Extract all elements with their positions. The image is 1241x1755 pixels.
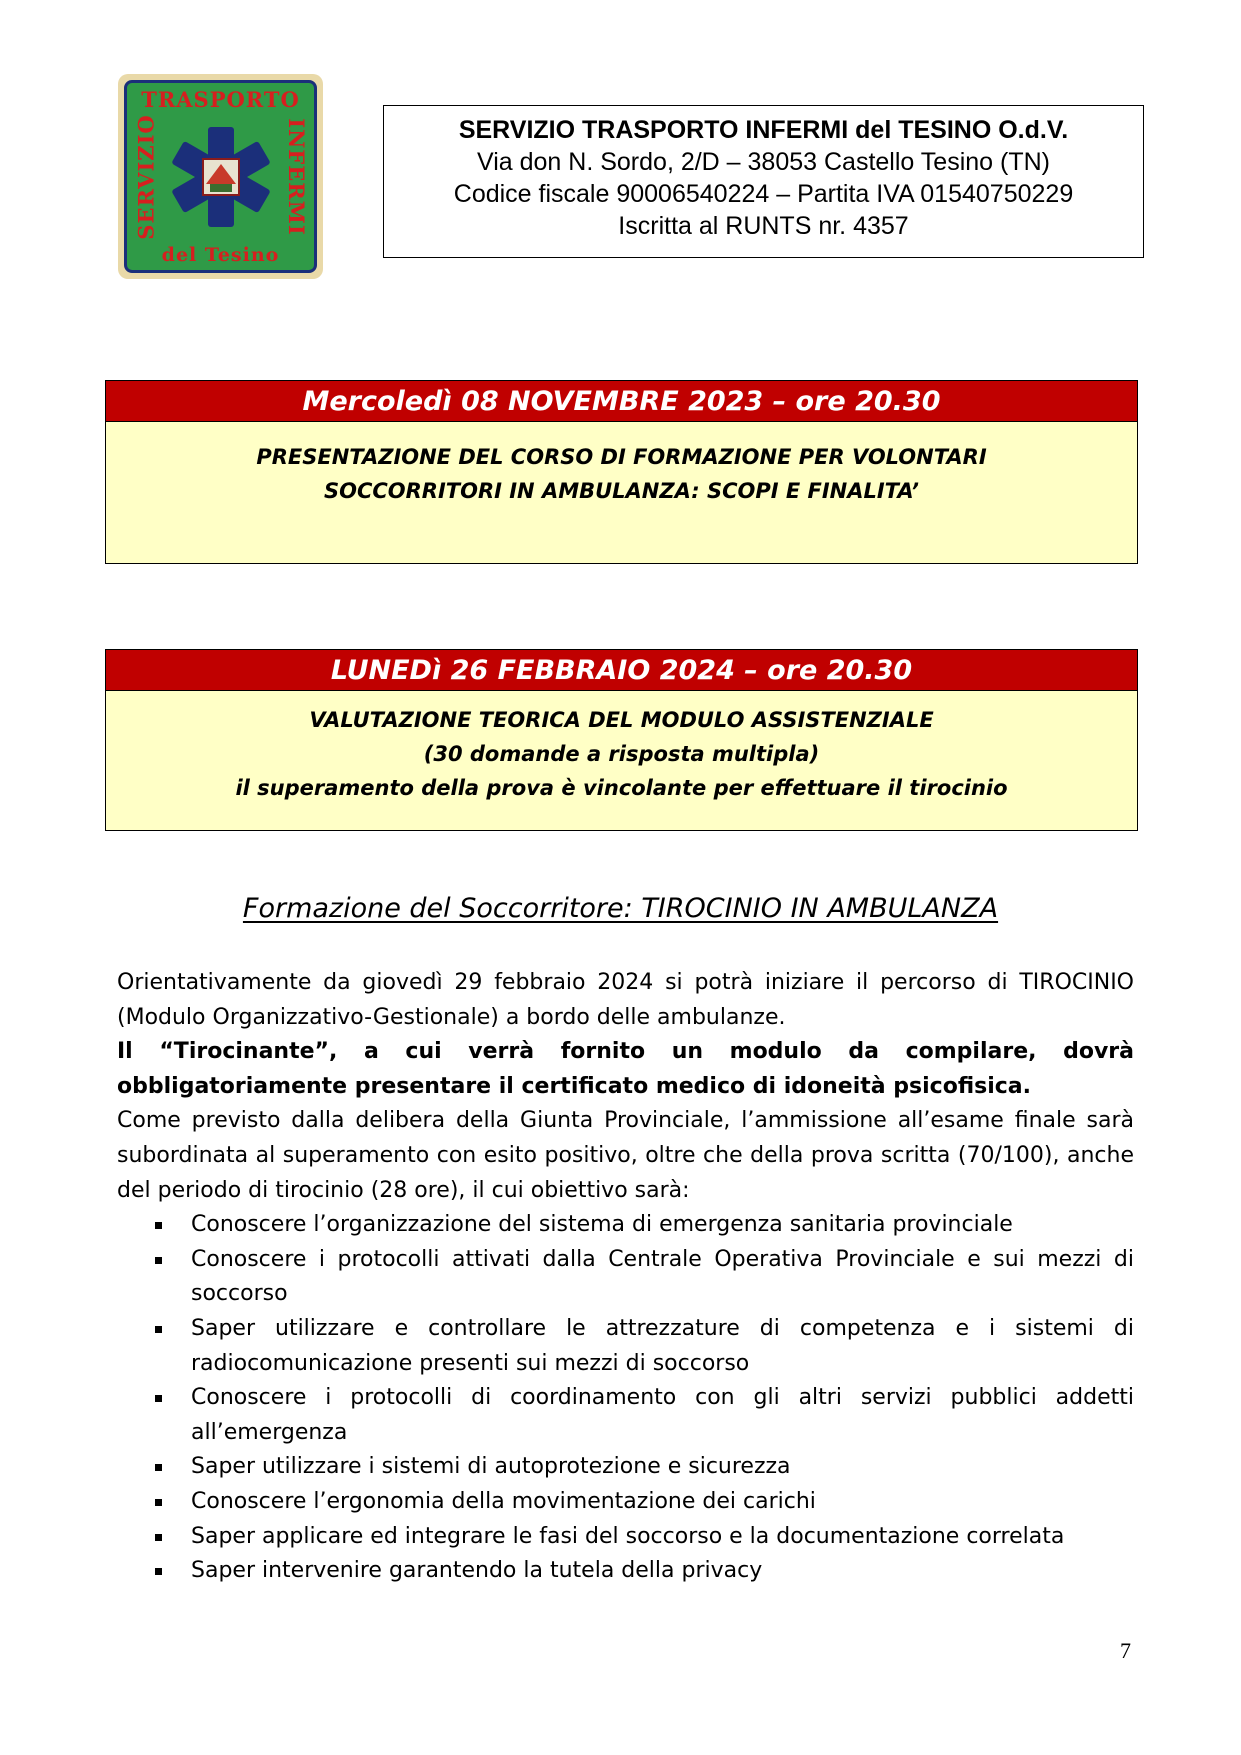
list-item: Conoscere i protocolli attivati dalla Centrale Operativa Provinciale e sui mezzi di soccorso — [117, 1243, 1134, 1312]
star-of-life-icon — [166, 122, 276, 232]
event-date: LUNEDì 26 FEBBRAIO 2024 – ore 20.30 — [106, 650, 1137, 691]
event-line: (30 domande a risposta multipla) — [423, 742, 820, 766]
list-item: Saper intervenire garantendo la tutela della privacy — [117, 1554, 1134, 1589]
list-item: Conoscere l’ergonomia della movimentazione dei carichi — [117, 1485, 1134, 1520]
paragraph: Orientativamente da giovedì 29 febbraio 2024 si potrà iniziare il percorso di TIROCINIO (Modulo Organizzativo-Gestionale) a bordo delle ambulanze. — [117, 970, 1134, 1030]
list-item: Saper utilizzare i sistemi di autoprotezione e sicurezza — [117, 1450, 1134, 1485]
section-title: Formazione del Soccorritore: TIROCINIO IN AMBULANZA — [242, 893, 999, 924]
organization-registry: Iscritta al RUNTS nr. 4357 — [618, 212, 909, 240]
logo-bottom-text: del Tesino — [161, 244, 280, 266]
organization-logo — [118, 74, 323, 279]
logo-right-text: INFERMI — [283, 117, 309, 236]
event-line: PRESENTAZIONE DEL CORSO DI FORMAZIONE PER VOLONTARI — [256, 445, 987, 469]
list-item: Saper applicare ed integrare le fasi del soccorso e la documentazione correlata — [117, 1520, 1134, 1555]
event-description — [106, 691, 1137, 830]
logo-top-text: TRASPORTO — [141, 87, 300, 112]
organization-tax-ids: Codice fiscale 90006540224 – Partita IVA 01540750229 — [453, 180, 1074, 208]
page-number: 7 — [1120, 1638, 1131, 1663]
event-line: SOCCORRITORI IN AMBULANZA: SCOPI E FINALITA’ — [323, 479, 920, 503]
logo-emblem — [124, 80, 317, 273]
event-date: Mercoledì 08 NOVEMBRE 2023 – ore 20.30 — [106, 381, 1137, 422]
paragraph: Come previsto dalla delibera della Giunta Provinciale, l’ammissione all’esame finale sarà subordinata al superamento con esito positivo, oltre che della prova scritta (70/100), anche del periodo di tirocinio (28 ore), il cui obiettivo sarà: — [117, 1108, 1134, 1203]
event-line: VALUTAZIONE TEORICA DEL MODULO ASSISTENZIALE — [309, 708, 934, 732]
logo-left-text: SERVIZIO — [133, 113, 159, 240]
list-item: Saper utilizzare e controllare le attrezzature di competenza e i sistemi di radiocomunicazione presenti sui mezzi di soccorso — [117, 1312, 1134, 1381]
organization-address: Via don N. Sordo, 2/D – 38053 Castello Tesino (TN) — [477, 148, 1050, 176]
event-box — [105, 380, 1138, 564]
organization-header — [383, 105, 1144, 258]
event-line: il superamento della prova è vincolante per effettuare il tirocinio — [235, 776, 1008, 800]
list-item: Conoscere i protocolli di coordinamento con gli altri servizi pubblici addetti all’emergenza — [117, 1381, 1134, 1450]
paragraph-bold: Il “Tirocinante”, a cui verrà fornito un modulo da compilare, dovrà obbligatoriamente presentare il certificato medico di idoneità psicofisica. — [117, 1039, 1134, 1099]
section-body — [117, 966, 1134, 1589]
organization-name: SERVIZIO TRASPORTO INFERMI del TESINO O.d.V. — [458, 116, 1069, 144]
event-description — [106, 422, 1137, 563]
objectives-list — [117, 1208, 1134, 1589]
event-box — [105, 649, 1138, 831]
list-item: Conoscere l’organizzazione del sistema di emergenza sanitaria provinciale — [117, 1208, 1134, 1243]
